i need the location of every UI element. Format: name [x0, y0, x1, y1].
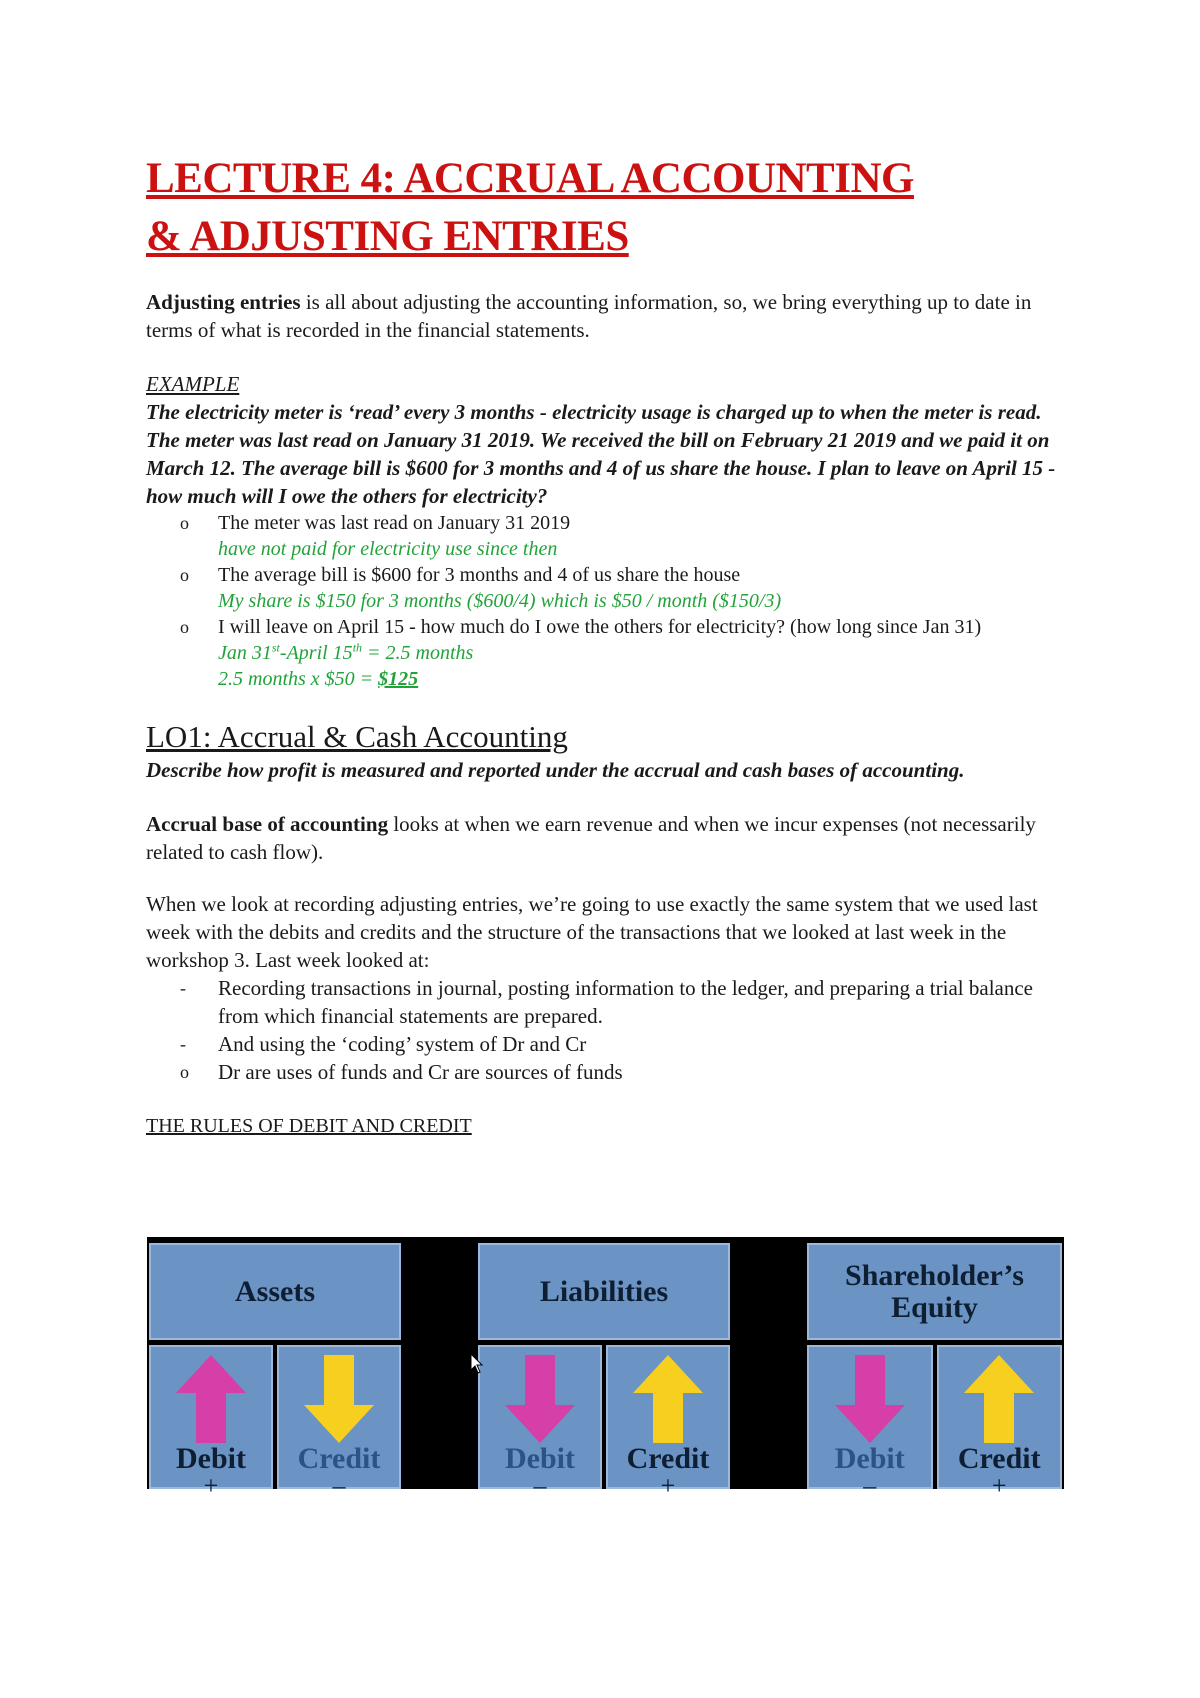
debit-label: Debit	[834, 1442, 905, 1475]
debit-credit-diagram	[147, 1237, 1064, 1500]
document-page	[146, 150, 1066, 1138]
bullet: o	[180, 513, 189, 533]
credit-cell	[937, 1345, 1063, 1500]
list-item-text: Recording transactions in journal, posting information to the ledger, and preparing a trial balance from which financial statements are prepared.	[218, 976, 1033, 1028]
bullet: -	[180, 1034, 186, 1054]
arrow-up-icon	[633, 1355, 703, 1443]
credit-label: Credit	[297, 1442, 381, 1475]
accrual-text: looks at when we earn revenue and when we incur expenses (not necessarily related to cash flow).	[146, 812, 1036, 864]
lo1-subtitle: Describe how profit is measured and reported under the accrual and cash bases of accounting.	[146, 758, 965, 782]
calc-duration: = 2.5 months	[362, 642, 474, 664]
example-item-note: My share is $150 for 3 months ($600/4) which is $50 / month ($150/3)	[218, 590, 782, 612]
debit-cell	[807, 1345, 933, 1500]
list-item	[180, 1058, 1066, 1086]
example-body: The electricity meter is ‘read’ every 3 months - electricity usage is charged up to when the meter is read. The meter was last read on January 31 2019. We received the bill on February 21 2019 and we paid it on March 12. The average bill is $600 for 3 months and 4 of us share the house. I plan to leave on April 15 - how much will I owe the others for electricity?	[146, 400, 1056, 508]
credit-sign: +	[660, 1471, 676, 1500]
panel-heading-line-1: Shareholder’s	[845, 1258, 1024, 1292]
panel-heading: Assets	[149, 1243, 401, 1340]
credit-cell	[277, 1345, 401, 1500]
debit-sign: –	[533, 1471, 547, 1500]
debit-cell	[478, 1345, 602, 1500]
equity-panel	[807, 1243, 1062, 1500]
page-title	[146, 150, 1066, 266]
liabilities-panel	[478, 1243, 730, 1500]
example-item-text: The meter was last read on January 31 2019	[218, 512, 571, 534]
page-title-line-1: LECTURE 4: ACCRUAL ACCOUNTING	[146, 155, 914, 202]
recording-paragraph: When we look at recording adjusting entries, we’re going to use exactly the same system that we used last week with the debits and credits and the structure of the transactions that we looked at last week in the workshop 3. Last week looked at:	[146, 892, 1038, 972]
intro-paragraph	[146, 288, 1066, 344]
panel-heading: Liabilities	[478, 1243, 730, 1340]
bullet: o	[180, 1062, 189, 1082]
credit-label: Credit	[957, 1442, 1041, 1475]
debit-sign: –	[863, 1471, 877, 1500]
example-list	[146, 510, 1066, 692]
lo1-heading: LO1: Accrual & Cash Accounting	[146, 719, 568, 754]
arrow-down-icon	[505, 1355, 575, 1443]
bullet: -	[180, 978, 186, 998]
calc-date-end: -April 15	[279, 642, 353, 664]
credit-sign: +	[991, 1471, 1007, 1500]
example-item-note: have not paid for electricity use since then	[218, 538, 558, 560]
calc-formula: 2.5 months x $50 =	[218, 668, 379, 690]
lo1-list	[146, 974, 1066, 1086]
intro-text: is all about adjusting the accounting information, so, we bring everything up to date in terms of what is recorded in the financial statements.	[146, 290, 1032, 342]
example-calc-line-2	[218, 668, 418, 690]
example-item-text: I will leave on April 15 - how much do I owe the others for electricity? (how long since Jan 31)	[218, 616, 982, 638]
debit-sign: +	[203, 1471, 219, 1500]
list-item	[180, 1030, 1066, 1058]
assets-panel	[149, 1243, 401, 1500]
mouse-pointer-icon	[470, 1353, 484, 1375]
debit-cell	[149, 1345, 273, 1500]
accrual-paragraph	[146, 810, 1066, 866]
credit-sign: –	[332, 1471, 346, 1500]
example-item-text: The average bill is $600 for 3 months and 4 of us share the house	[218, 564, 741, 586]
panel-heading	[807, 1243, 1062, 1340]
example-heading: EXAMPLE	[146, 372, 240, 396]
calc-sup-th: th	[352, 640, 363, 655]
debit-label: Debit	[505, 1442, 575, 1475]
arrow-up-icon	[964, 1355, 1034, 1443]
page-title-line-2: & ADJUSTING ENTRIES	[146, 213, 629, 260]
example-calc-line-1	[218, 642, 473, 664]
panel-heading-line-2: Equity	[891, 1290, 978, 1324]
bullet: o	[180, 617, 189, 637]
intro-term: Adjusting entries	[146, 290, 301, 314]
credit-cell	[606, 1345, 730, 1500]
list-item	[180, 614, 1066, 692]
arrow-down-icon	[304, 1355, 374, 1443]
debit-label: Debit	[176, 1442, 246, 1475]
list-item-text: And using the ‘coding’ system of Dr and Cr	[218, 1032, 587, 1056]
bullet: o	[180, 565, 189, 585]
calc-answer: $125	[378, 668, 419, 690]
rules-heading: THE RULES OF DEBIT AND CREDIT	[146, 1115, 472, 1137]
list-item	[180, 974, 1066, 1030]
arrow-down-icon	[835, 1355, 905, 1443]
list-item-text: Dr are uses of funds and Cr are sources of funds	[218, 1060, 623, 1084]
arrow-up-icon	[176, 1355, 246, 1443]
credit-label: Credit	[626, 1442, 710, 1475]
accrual-term: Accrual base of accounting	[146, 812, 389, 836]
calc-sup-st: st	[271, 640, 280, 655]
list-item	[180, 562, 1066, 614]
list-item	[180, 510, 1066, 562]
calc-date-start: Jan 31	[218, 642, 272, 664]
